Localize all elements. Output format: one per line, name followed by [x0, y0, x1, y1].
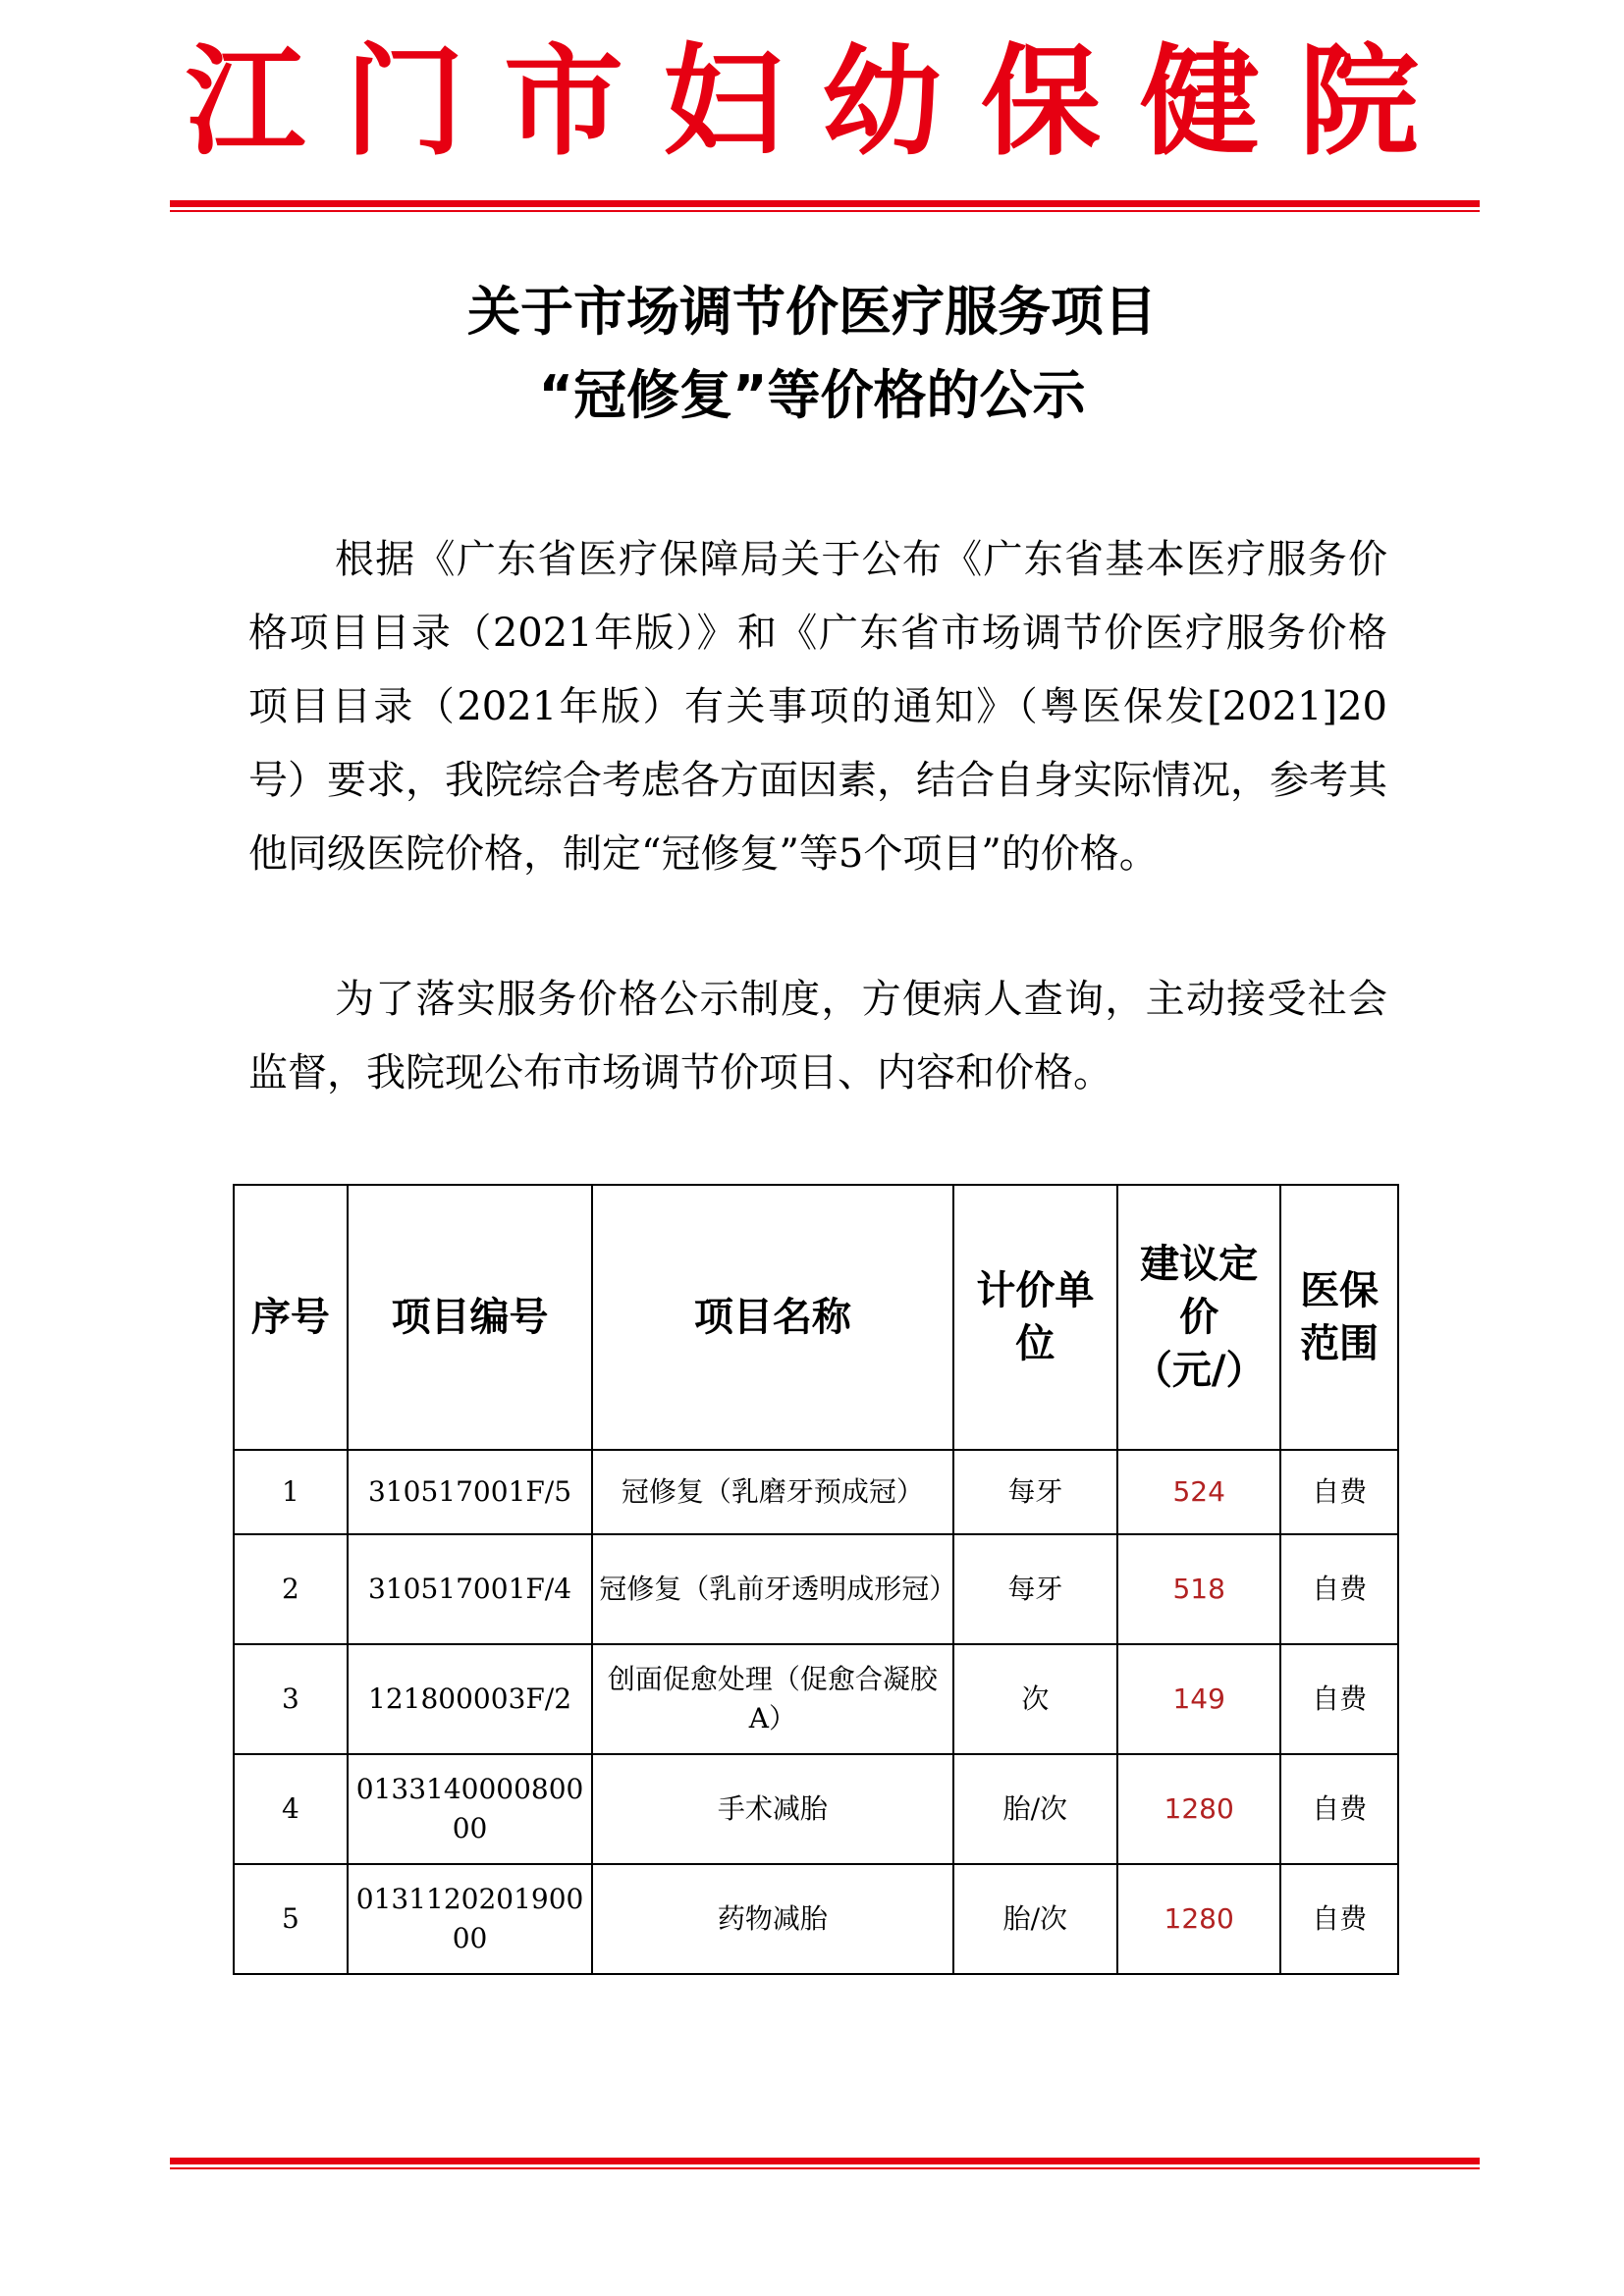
cell-price: 149	[1117, 1644, 1280, 1754]
cell-code: 121800003F/2	[348, 1644, 592, 1754]
cell-unit: 胎/次	[953, 1754, 1118, 1864]
cell-unit: 胎/次	[953, 1864, 1118, 1974]
cell-code: 310517001F/5	[348, 1450, 592, 1534]
cell-price: 1280	[1117, 1754, 1280, 1864]
price-table	[233, 1184, 1399, 1975]
cell-unit: 每牙	[953, 1450, 1118, 1534]
cell-index: 1	[234, 1450, 348, 1534]
cell-price: 524	[1117, 1450, 1280, 1534]
header-divider-thick	[170, 200, 1480, 207]
cell-price: 518	[1117, 1534, 1280, 1644]
cell-index: 4	[234, 1754, 348, 1864]
cell-insurance: 自费	[1280, 1534, 1398, 1644]
header-code: 项目编号	[348, 1185, 592, 1450]
footer-divider-thick	[170, 2158, 1480, 2164]
cell-insurance: 自费	[1280, 1450, 1398, 1534]
cell-name: 药物减胎	[592, 1864, 952, 1974]
header-insurance: 医保范围	[1280, 1185, 1398, 1450]
cell-index: 5	[234, 1864, 348, 1974]
footer-divider-thin	[170, 2167, 1480, 2169]
document-title-line2: “冠修复”等价格的公示	[538, 364, 1086, 426]
cell-unit: 次	[953, 1644, 1118, 1754]
table-row	[234, 1644, 1398, 1754]
cell-index: 2	[234, 1534, 348, 1644]
cell-price: 1280	[1117, 1864, 1280, 1974]
table-row	[234, 1450, 1398, 1534]
cell-name: 冠修复（乳磨牙预成冠）	[592, 1450, 952, 1534]
cell-insurance: 自费	[1280, 1754, 1398, 1864]
table-header-row	[234, 1185, 1398, 1450]
cell-code: 013112020190000	[348, 1864, 592, 1974]
header-unit: 计价单位	[953, 1185, 1118, 1450]
header-index: 序号	[234, 1185, 348, 1450]
organization-title: 江门市妇幼保健院	[186, 30, 1458, 172]
header-price: 建议定价（元/）	[1117, 1185, 1280, 1450]
body-paragraph-1: 根据《广东省医疗保障局关于公布《广东省基本医疗服务价格项目目录（2021年版）》和《广东省市场调节价医疗服务价格项目目录（2021年版）有关事项的通知》（粤医保发[2021]20号）要求，我院综合考虑各方面因素，结合自身实际情况，参考其他同级医院价格，制定“冠修复”等5个项目”的价格。	[248, 537, 1387, 877]
header-divider-thin	[170, 210, 1480, 212]
cell-name: 手术减胎	[592, 1754, 952, 1864]
table-row	[234, 1754, 1398, 1864]
cell-insurance: 自费	[1280, 1644, 1398, 1754]
cell-name: 创面促愈处理（促愈合凝胶A）	[592, 1644, 952, 1754]
body-paragraph-2: 为了落实服务价格公示制度，方便病人查询，主动接受社会监督，我院现公布市场调节价项目、内容和价格。	[248, 977, 1387, 1095]
cell-code: 310517001F/4	[348, 1534, 592, 1644]
cell-index: 3	[234, 1644, 348, 1754]
cell-code: 013314000080000	[348, 1754, 592, 1864]
document-title-line1: 关于市场调节价医疗服务项目	[467, 281, 1157, 343]
cell-unit: 每牙	[953, 1534, 1118, 1644]
cell-insurance: 自费	[1280, 1864, 1398, 1974]
table-row	[234, 1864, 1398, 1974]
header-name: 项目名称	[592, 1185, 952, 1450]
table-row	[234, 1534, 1398, 1644]
cell-name: 冠修复（乳前牙透明成形冠）	[592, 1534, 952, 1644]
